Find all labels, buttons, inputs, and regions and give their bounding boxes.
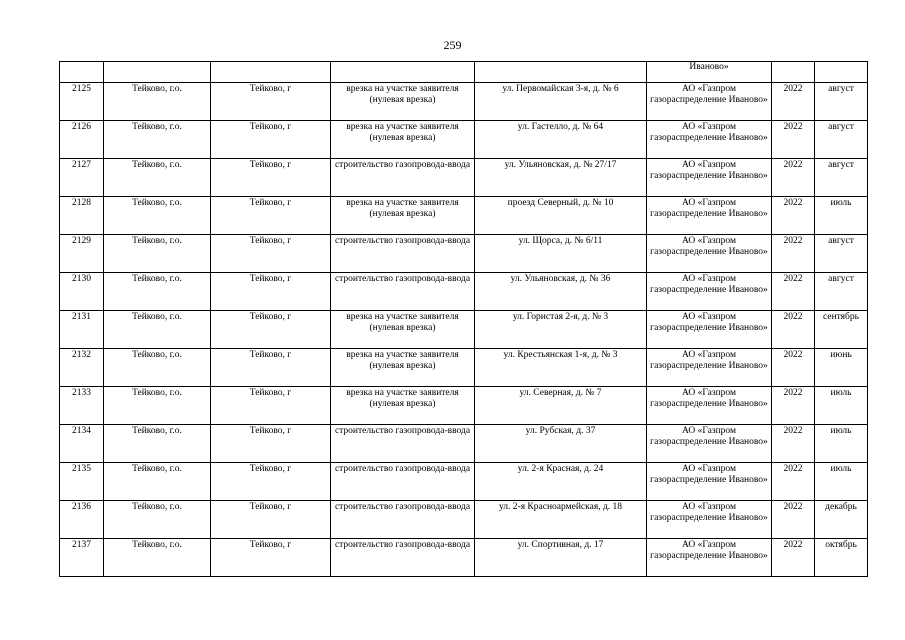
table-row [60, 235, 868, 273]
cell-municipality: Тейково, г.о. [104, 83, 211, 121]
cell-work-type: строительство газопровода-ввода [331, 159, 475, 197]
cell-num: 2125 [60, 83, 104, 121]
cell-work-type: строительство газопровода-ввода [331, 235, 475, 273]
cell-num: 2131 [60, 311, 104, 349]
cell-num: 2129 [60, 235, 104, 273]
cell-organization: АО «Газпром газораспределение Иваново» [647, 121, 772, 159]
cell-address: ул. Северная, д. № 7 [475, 387, 647, 425]
cell-month [815, 62, 868, 83]
cell-work-type: врезка на участке заявителя (нулевая врезка) [331, 349, 475, 387]
cell-address: ул. Щорса, д. № 6/11 [475, 235, 647, 273]
cell-year: 2022 [772, 387, 815, 425]
cell-work-type: строительство газопровода-ввода [331, 501, 475, 539]
cell-work-type: строительство газопровода-ввода [331, 463, 475, 501]
cell-month: август [815, 235, 868, 273]
table-row [60, 463, 868, 501]
cell-organization: АО «Газпром газораспределение Иваново» [647, 235, 772, 273]
cell-year: 2022 [772, 235, 815, 273]
cell-work-type: строительство газопровода-ввода [331, 273, 475, 311]
table-row [60, 501, 868, 539]
cell-settlement: Тейково, г [211, 463, 331, 501]
cell-month: август [815, 121, 868, 159]
cell-num: 2134 [60, 425, 104, 463]
cell-num: 2136 [60, 501, 104, 539]
cell-organization: АО «Газпром газораспределение Иваново» [647, 83, 772, 121]
cell-month: июнь [815, 349, 868, 387]
cell-year: 2022 [772, 197, 815, 235]
table-row [60, 349, 868, 387]
cell-settlement: Тейково, г [211, 273, 331, 311]
cell-month: июль [815, 387, 868, 425]
cell-address: ул. 2-я Красноармейская, д. 18 [475, 501, 647, 539]
cell-organization: АО «Газпром газораспределение Иваново» [647, 463, 772, 501]
cell-work-type [331, 62, 475, 83]
table-row [60, 121, 868, 159]
table-row [60, 311, 868, 349]
cell-organization: АО «Газпром газораспределение Иваново» [647, 159, 772, 197]
cell-municipality: Тейково, г.о. [104, 349, 211, 387]
cell-month: декабрь [815, 501, 868, 539]
cell-settlement [211, 62, 331, 83]
cell-num: 2137 [60, 539, 104, 577]
cell-work-type: врезка на участке заявителя (нулевая врезка) [331, 121, 475, 159]
cell-municipality: Тейково, г.о. [104, 311, 211, 349]
cell-organization: АО «Газпром газораспределение Иваново» [647, 197, 772, 235]
cell-address: ул. Крестьянская 1-я, д. № 3 [475, 349, 647, 387]
table-row [60, 159, 868, 197]
cell-year: 2022 [772, 501, 815, 539]
cell-address: ул. Спортивная, д. 17 [475, 539, 647, 577]
cell-address: ул. 2-я Красная, д. 24 [475, 463, 647, 501]
cell-organization: Иваново» [647, 62, 772, 83]
cell-municipality: Тейково, г.о. [104, 197, 211, 235]
cell-month: октябрь [815, 539, 868, 577]
cell-municipality: Тейково, г.о. [104, 501, 211, 539]
cell-settlement: Тейково, г [211, 501, 331, 539]
cell-organization: АО «Газпром газораспределение Иваново» [647, 311, 772, 349]
table-row [60, 83, 868, 121]
cell-num: 2128 [60, 197, 104, 235]
cell-month: август [815, 159, 868, 197]
cell-year: 2022 [772, 311, 815, 349]
cell-organization: АО «Газпром газораспределение Иваново» [647, 539, 772, 577]
table-row [60, 387, 868, 425]
cell-organization: АО «Газпром газораспределение Иваново» [647, 501, 772, 539]
cell-organization: АО «Газпром газораспределение Иваново» [647, 387, 772, 425]
cell-year: 2022 [772, 425, 815, 463]
cell-work-type: строительство газопровода-ввода [331, 425, 475, 463]
cell-settlement: Тейково, г [211, 235, 331, 273]
cell-municipality: Тейково, г.о. [104, 425, 211, 463]
cell-num: 2130 [60, 273, 104, 311]
cell-month: июль [815, 197, 868, 235]
cell-work-type: врезка на участке заявителя (нулевая врезка) [331, 197, 475, 235]
cell-address [475, 62, 647, 83]
cell-municipality: Тейково, г.о. [104, 463, 211, 501]
cell-settlement: Тейково, г [211, 387, 331, 425]
cell-settlement: Тейково, г [211, 197, 331, 235]
cell-month: июль [815, 463, 868, 501]
cell-work-type: строительство газопровода-ввода [331, 539, 475, 577]
cell-year: 2022 [772, 83, 815, 121]
cell-settlement: Тейково, г [211, 349, 331, 387]
table-row [60, 197, 868, 235]
cell-num: 2126 [60, 121, 104, 159]
cell-organization: АО «Газпром газораспределение Иваново» [647, 425, 772, 463]
cell-municipality: Тейково, г.о. [104, 539, 211, 577]
cell-year: 2022 [772, 273, 815, 311]
cell-settlement: Тейково, г [211, 159, 331, 197]
cell-num: 2127 [60, 159, 104, 197]
cell-organization: АО «Газпром газораспределение Иваново» [647, 273, 772, 311]
cell-municipality: Тейково, г.о. [104, 235, 211, 273]
table-row [60, 425, 868, 463]
table-body [60, 62, 868, 577]
cell-month: август [815, 273, 868, 311]
gasification-table [59, 61, 868, 577]
cell-month: июль [815, 425, 868, 463]
cell-year: 2022 [772, 349, 815, 387]
table-row-continuation [60, 62, 868, 83]
table-row [60, 539, 868, 577]
cell-address: ул. Ульяновская, д. № 36 [475, 273, 647, 311]
cell-municipality: Тейково, г.о. [104, 273, 211, 311]
page-number: 259 [443, 38, 462, 52]
cell-address: проезд Северный, д. № 10 [475, 197, 647, 235]
cell-settlement: Тейково, г [211, 425, 331, 463]
cell-settlement: Тейково, г [211, 83, 331, 121]
cell-num [60, 62, 104, 83]
cell-organization: АО «Газпром газораспределение Иваново» [647, 349, 772, 387]
cell-year [772, 62, 815, 83]
cell-year: 2022 [772, 463, 815, 501]
cell-municipality [104, 62, 211, 83]
cell-year: 2022 [772, 121, 815, 159]
cell-year: 2022 [772, 539, 815, 577]
cell-work-type: врезка на участке заявителя (нулевая врезка) [331, 387, 475, 425]
cell-month: сентябрь [815, 311, 868, 349]
cell-address: ул. Гористая 2-я, д. № 3 [475, 311, 647, 349]
cell-address: ул. Рубская, д. 37 [475, 425, 647, 463]
cell-settlement: Тейково, г [211, 311, 331, 349]
table-row [60, 273, 868, 311]
cell-municipality: Тейково, г.о. [104, 121, 211, 159]
cell-settlement: Тейково, г [211, 539, 331, 577]
cell-num: 2135 [60, 463, 104, 501]
cell-year: 2022 [772, 159, 815, 197]
cell-municipality: Тейково, г.о. [104, 387, 211, 425]
cell-municipality: Тейково, г.о. [104, 159, 211, 197]
cell-address: ул. Ульяновская, д. № 27/17 [475, 159, 647, 197]
cell-address: ул. Гастелло, д. № 64 [475, 121, 647, 159]
cell-settlement: Тейково, г [211, 121, 331, 159]
cell-work-type: врезка на участке заявителя (нулевая врезка) [331, 311, 475, 349]
cell-num: 2132 [60, 349, 104, 387]
cell-address: ул. Первомайская 3-я, д. № 6 [475, 83, 647, 121]
cell-month: август [815, 83, 868, 121]
cell-work-type: врезка на участке заявителя (нулевая врезка) [331, 83, 475, 121]
cell-num: 2133 [60, 387, 104, 425]
